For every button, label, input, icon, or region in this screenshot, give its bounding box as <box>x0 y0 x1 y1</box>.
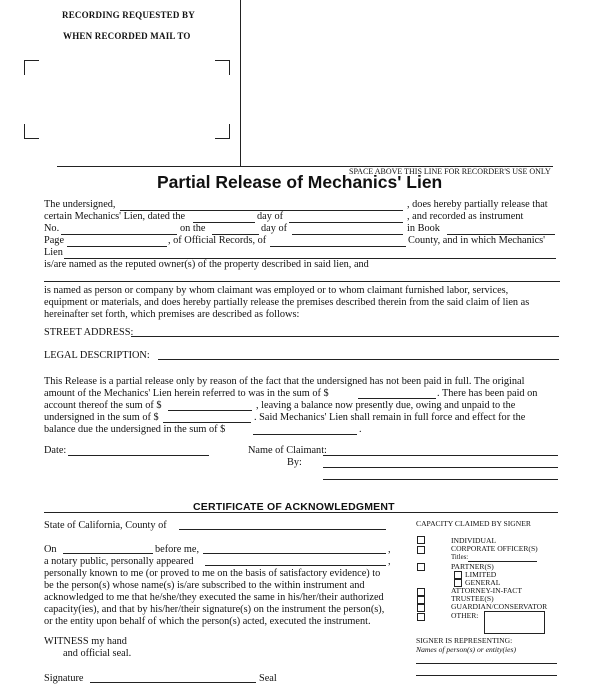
employer-field[interactable] <box>44 281 560 282</box>
signature-label: Signature <box>44 673 84 684</box>
recorded-month-field[interactable] <box>292 234 403 235</box>
text-balance-due: balance due the undersigned in the sum of $ <box>44 424 226 435</box>
address-corner-tl <box>24 60 39 75</box>
text-on-the: on the <box>180 223 206 234</box>
dated-month-field[interactable] <box>289 222 403 223</box>
notary-name-field[interactable] <box>203 553 386 554</box>
street-address-label: STREET ADDRESS: <box>44 327 134 338</box>
by-field[interactable] <box>323 467 558 468</box>
unpaid-amount-field[interactable] <box>163 422 251 423</box>
trustee-label: TRUSTEE(S) <box>451 594 494 603</box>
recorder-divider <box>240 0 241 167</box>
limited-checkbox[interactable] <box>454 571 462 579</box>
representing-field-1[interactable] <box>416 663 557 664</box>
recording-requested-by: RECORDING REQUESTED BY <box>62 10 195 20</box>
claimant-label: Name of Claimant: <box>248 445 327 456</box>
page-field[interactable] <box>67 246 167 247</box>
text-day-of-2: day of <box>261 223 288 234</box>
when-recorded-mail-to: WHEN RECORDED MAIL TO <box>63 31 191 41</box>
claimant-name-field[interactable] <box>323 455 558 456</box>
text-official-records: , of Official Records, of <box>168 235 267 246</box>
names-of-entities-label: Names of person(s) or entity(ies) <box>416 645 516 654</box>
other-checkbox[interactable] <box>417 613 425 621</box>
titles-label: Titles: <box>451 554 469 561</box>
capacity-heading: CAPACITY CLAIMED BY SIGNER <box>416 519 531 528</box>
notary-public-label: a notary public, personally appeared <box>44 556 194 567</box>
street-address-field[interactable] <box>131 336 559 337</box>
attorney-in-fact-label: ATTORNEY-IN-FACT <box>451 586 523 595</box>
signer-representing-label: SIGNER IS REPRESENTING: <box>416 636 513 645</box>
text-leaving-balance: , leaving a balance now presently due, owing and unpaid to the <box>256 400 516 411</box>
text-page: Page <box>44 235 65 246</box>
date-field[interactable] <box>68 455 209 456</box>
legal-description-field[interactable] <box>158 359 559 360</box>
other-label: OTHER: <box>451 611 479 620</box>
ack-line-3: acknowledged to me that he/she/they executed the same in his/her/their authorized <box>44 592 384 603</box>
text-day-of-1: day of <box>257 211 284 222</box>
text-no: No. <box>44 223 60 234</box>
text-release: , does hereby partially release that <box>407 199 548 210</box>
original-amount-field[interactable] <box>358 398 436 399</box>
state-county-label: State of California, County of <box>44 520 167 531</box>
page-title: Partial Release of Mechanics' Lien <box>157 172 443 192</box>
ack-line-2: be the person(s) whose name(s) is/are subscribed to the within instrument and <box>44 580 365 591</box>
text-recorded: , and recorded as instrument <box>407 211 524 222</box>
witness-line-2: and official seal. <box>63 648 132 659</box>
address-corner-bl <box>24 124 39 139</box>
comma-2: , <box>388 556 391 567</box>
notary-signature-field[interactable] <box>90 682 256 683</box>
ack-line-5: or the entity upon behalf of which the person(s) acted, executed the instrument. <box>44 616 371 627</box>
witness-line-1: WITNESS my hand <box>44 636 127 647</box>
signature-line-extra[interactable] <box>323 479 558 480</box>
on-date-field[interactable] <box>63 553 153 554</box>
comma-1: , <box>388 544 391 555</box>
address-corner-br <box>215 124 230 139</box>
attorney-in-fact-checkbox[interactable] <box>417 588 425 596</box>
representing-field-2[interactable] <box>416 675 557 676</box>
limited-label: LIMITED <box>465 570 497 579</box>
date-label: Date: <box>44 445 67 456</box>
other-input-box[interactable] <box>484 611 545 634</box>
seal-label: Seal <box>259 673 277 684</box>
text-full-force: . Said Mechanics' Lien shall remain in full force and effect for the <box>254 412 526 423</box>
on-label: On <box>44 544 57 555</box>
trustee-checkbox[interactable] <box>417 596 425 604</box>
partner-checkbox[interactable] <box>417 563 425 571</box>
space-above-line-note: SPACE ABOVE THIS LINE FOR RECORDER'S USE ONLY <box>349 167 551 176</box>
paid-amount-field[interactable] <box>168 410 252 411</box>
text-lien: Lien <box>44 247 63 258</box>
ack-line-4: capacity(ies), and that by his/her/their signature(s) on the instrument the person(s), <box>44 604 385 615</box>
partner-label: PARTNER(S) <box>451 562 494 571</box>
instrument-no-field[interactable] <box>61 234 177 235</box>
text-period: . <box>359 424 362 435</box>
text-reputed-owner: is/are named as the reputed owner(s) of the property described in said lien, and <box>44 259 369 270</box>
guardian-conservator-checkbox[interactable] <box>417 604 425 612</box>
corporate-officer-checkbox[interactable] <box>417 546 425 554</box>
text-hereinafter: hereinafter set forth, which premises are described as follows: <box>44 309 300 320</box>
text-certain-lien: certain Mechanics' Lien, dated the <box>44 211 186 222</box>
ack-line-1: personally known to me (or proved to me on the basis of satisfactory evidence) to <box>44 568 381 579</box>
certificate-title: CERTIFICATE OF ACKNOWLEDGMENT <box>193 501 395 513</box>
guardian-conservator-label: GUARDIAN/CONSERVATOR <box>451 602 548 611</box>
text-undersigned: The undersigned, <box>44 199 116 210</box>
text-equipment: equipment or materials, and does hereby partially release the premises described therein from the said claim of lien as <box>44 297 530 308</box>
text-undersigned-sum: undersigned in the sum of $ <box>44 412 159 423</box>
corporate-officer-label: CORPORATE OFFICER(S) <box>451 544 538 553</box>
text-employed: is named as person or company by whom claimant was employed or to whom claimant furnished labor, services, <box>44 285 509 296</box>
text-in-book: in Book <box>407 223 440 234</box>
text-county: County, and in which Mechanics' <box>408 235 546 246</box>
general-label: GENERAL <box>465 578 501 587</box>
address-corner-tr <box>215 60 230 75</box>
by-label: By: <box>287 457 302 468</box>
individual-label: INDIVIDUAL <box>451 536 497 545</box>
certificate-rule <box>44 512 558 513</box>
before-me-label: before me, <box>155 544 200 555</box>
text-account-thereof: account thereof the sum of $ <box>44 400 162 411</box>
text-original-amount: amount of the Mechanics' Lien herein referred to was in the sum of $ <box>44 388 329 399</box>
text-partial-release: This Release is a partial release only by reason of the fact that the undersigned has not been paid in full. The original <box>44 376 525 387</box>
appeared-field[interactable] <box>205 565 386 566</box>
legal-description-label: LEGAL DESCRIPTION: <box>44 350 150 361</box>
balance-due-field[interactable] <box>253 434 357 435</box>
county-of-field[interactable] <box>179 529 386 530</box>
text-there-has-been-paid: . There has been paid on <box>437 388 538 399</box>
individual-checkbox[interactable] <box>417 536 425 544</box>
county-field[interactable] <box>270 246 406 247</box>
